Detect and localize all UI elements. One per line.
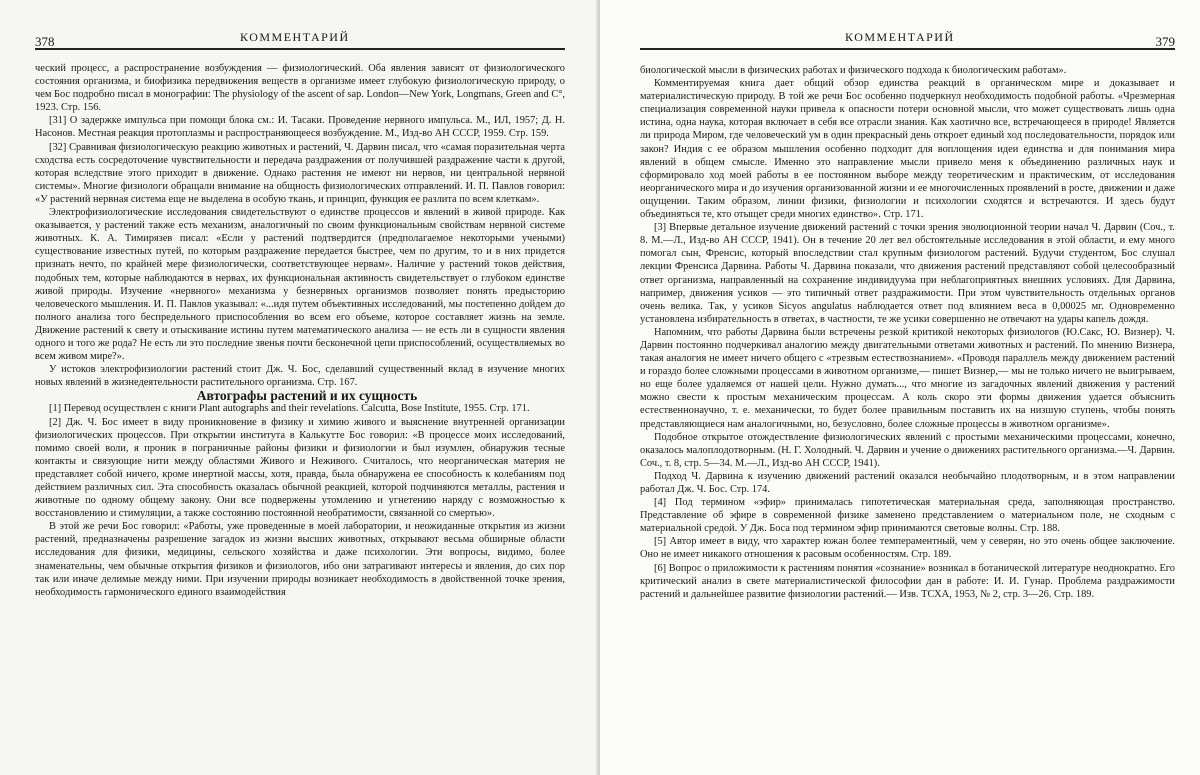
paragraph: В этой же речи Бос говорил: «Работы, уже проведенные в моей лаборатории, и неожиданные открытия из жизни растений, предназначены разрешение загадок из жизни высших животных, открывают весьма обширные области исследования для физики, медицины, сельского хозяйства и даже психологии. Эти вопросы, видимо, более знаменательны, чем обычные открытия физиков и физиологов, ибо они затрагивают интересы и явления, до сих пор так или иначе делимые между ними. При изучении природы возникает необходимость в двойственной точке зрения, необходимость гармонического единого взаимодействия bbox=[35, 521, 565, 598]
page-number: 379 bbox=[1155, 34, 1175, 49]
left-page-header bbox=[35, 30, 565, 50]
paragraph: У истоков электрофизиологии растений стоит Дж. Ч. Бос, сделавший существенный вклад в изучение многих новых явлений в жизнедеятельности растительного организма. Стр. 167. bbox=[35, 364, 565, 389]
page-number: 378 bbox=[35, 34, 55, 49]
header-rule bbox=[640, 48, 1175, 50]
running-head: КОММЕНТАРИЙ bbox=[845, 30, 955, 44]
paragraph: [5] Автор имеет в виду, что характер южан более темпераментный, чем у северян, но это очень общее заключение. Оно не имеет никакого отношения к расовым особенностям. Стр. 189. bbox=[640, 536, 1175, 561]
paragraph: [3] Впервые детальное изучение движений растений с точки зрения эволюционной теории начал Ч. Дарвин (Соч., т. 8. М.—Л., Изд-во АН СССР, 1941). Он в течение 20 лет вел обстоятельные исследования в этой области, и ему много помогал сын, Френсис, который впоследствии стал крупным физиологом растений. Будучи студентом, Бос слушал лекции Френсиса Дарвина. Работы Ч. Дарвина показали, что движения растений представляют собой целесообразный ответ организма, направленный на сохранение индивидуума при неблагоприятных внешних условиях. Для Дарвина, например, движения усиков — это типичный ответ раздражимости. При этом чувствительность отдельных органов очень велика. Так, у усиков Sicyos angulatus наблюдается ответ под влиянием веса в 0,00025 мг. Одновременно установлена избирательность в ответах, в частности, те же усики совершенно не отвечают на удары капель дождя. bbox=[640, 222, 1175, 325]
section-title: Автографы растений и их сущность bbox=[196, 388, 418, 404]
paragraph: Комментируемая книга дает общий обзор единства реакций в органическом мире и доказывает и материалистическую природу. В той же речи Бос особенно подчеркнул необходимость подобной работы. «Чрезмерная специализация современной науки привела к опасности потери основной мысли, что может существовать лишь одна истина, одна наука, которая включает в себя все отрасли знания. Как хаотично все, встречающееся в природе! Является ли природа Миром, где человеческий ум в один прекрасный день откроет единый ход последовательности, порядок или закон? Индия с ее образом мышления особенно подходит для воплощения идеи единства и для понимания мира явлений в общем смысле. Именно это направление мысли привело меня к объединению различных наук и сформировало ход моей работы в ее постоянном выборе между теоретическим и практическим, от исследования неорганического мира и до изучения организованной жизни и ее многочисленных проявлений в росте, движении и даже ощущении. Таким образом, линии физики, физиологии и психологии сходятся и встречаются. И здесь будут объединяться те, кто отыщет среди многих единство». Стр. 171. bbox=[640, 78, 1175, 221]
right-page-body bbox=[640, 64, 1175, 601]
paragraph: биологической мысли в физических работах и физического подхода к биологическим работам». bbox=[640, 65, 1067, 76]
paragraph: [6] Вопрос о приложимости к растениям понятия «сознание» возникал в ботанической литературе неоднократно. Его критический анализ в свете материалистической философии дан в работе: И. И. Гунар. Проблема раздражимости растений и дальнейшее развитие физиологии растений.— Изв. ТСХА, 1953, № 2, стр. 3—26. Стр. 189. bbox=[640, 562, 1175, 600]
paragraph: [1] Перевод осуществлен с книги Plant autographs and their revelations. Calcutta, Bose Institute, 1955. Стр. 171. bbox=[49, 403, 530, 415]
paragraph: Подход Ч. Дарвина к изучению движений растений оказался необычайно плодотворным, и в этом направлении работал Дж. Ч. Бос. Стр. 174. bbox=[640, 470, 1175, 495]
paragraph: [2] Дж. Ч. Бос имеет в виду проникновение в физику и химию живого и выяснение внутренней организации физиологических процессов. При открытии института в Калькутте Бос говорил: «В процессе моих исследований, помимо своей воли, я проник в пограничные районы физики и физиологии и был изумлен, обнаружив тесные контакты и связующие нити между областями Живого и Неживого. Считалось, что неорганическая материя не представляет собой ничего, кроме инертной массы, хотя, правда, была обнаружена ее способность к колебаниям под действием различных сил. Эта способность оказалась обычной реакцией, которой подчиняются металлы, растения и животные по одному общему закону. Они все подвержены утомлению и угнетению наряду с возможностью к восстановлению и стимуляции, а также состоянию постоянной необратимости, связанной со смертью». bbox=[35, 416, 565, 520]
paragraph: [32] Сравнивая физиологическую реакцию животных и растений, Ч. Дарвин писал, что «самая поразительная черта сходства есть сосредоточение чувствительности и передача раздражения от получившей раздражение части к другой, которая вследствие этого приходит в движение. Однако растения не имеют ни нервов, ни центральной нервной системы». Многие физиологи обращали внимание на общность физиологических отправлений. И. П. Павлов говорил: «У растений нервная система еще не выделена в особую ткань, и принцип, функция ее разлита по всем клеткам». bbox=[35, 141, 565, 205]
paragraph: ческий процесс, а распространение возбуждения — физиологический. Оба явления зависят от физиологического состояния организма, и биофизика передвижения веществ в организме имеет глубокую физиологическую природу, о чем Бос подробно писал в монографии: The physiology of the ascent of sap. London—New York, Longmans, Green and C°, 1923. Стр. 156. bbox=[35, 63, 565, 114]
paragraph: Напомним, что работы Дарвина были встречены резкой критикой некоторых физиологов (Ю.Сакс, Ю. Визнер). Ч. Дарвин постоянно подчеркивал аналогию между двигательными ответами животных и растений. По мнению Визнера, такая аналогия не имеет ничего общего с «трезвым естествознанием». «Проводя параллель между движением растений и гораздо более сложными процессами в животном организме,— пишет Визнер,— мы не только ничего не выигрываем, но еще более удаляемся от нашей цели. Нужно думать..., что многие из загадочных явлений движения у растений можно свести к простым механическим процессам. А коль скоро эти формы движения удается объяснить естественнонаучно, т. е. механически, то будет более правильным поставить их на низшую ступень, чтобы понять представляющиеся нам аналогичными, но, безусловно, более сложные процессы в животном организме». bbox=[640, 326, 1175, 430]
left-page-body bbox=[35, 62, 565, 599]
paragraph: Электрофизиологические исследования свидетельствуют о единстве процессов и явлений в живой природе. Как оказывается, у растений также есть механизм, аналогичный по своим функциональным свойствам нервной системе животных. К. А. Тимирязев писал: «Если у растений подтвердится (предполагаемое некоторыми учеными) существование известных путей, по которым раздражение передается быстрее, чем по другим, то и в них придется признать нечто, по крайней мере физиологически, соответствующее нервам». Наличие у растений токов действия, подобных тем, которые наблюдаются в нервах, их функциональная активность свидетельствует о глубоком единстве живой природы. Изучение «нервного» механизма у безнервных организмов позволяет понять предысторию человеческого мышления. И. П. Павлов указывал: «...идя путем объективных исследований, мы постепенно дойдем до полного анализа того беспредельного приспособления во всем его объеме, которое составляет жизнь на земле. Движение растений к свету и отыскивание истины путем математического анализа — не есть ли в сущности явления одного и того же рода? Не есть ли это последние звенья почти бесконечной цепи приспособлений, осуществляемых во всем живом мире?». bbox=[35, 207, 565, 363]
paragraph: [31] О задержке импульса при помощи блока см.: И. Тасаки. Проведение нервного импульса. М., ИЛ, 1957; Д. Н. Насонов. Местная реакция протоплазмы и распространяющееся возбуждение. М., Изд-во АН СССР, 1959. Стр. 159. bbox=[35, 115, 565, 140]
running-head: КОММЕНТАРИЙ bbox=[240, 30, 350, 44]
header-rule bbox=[35, 48, 565, 50]
right-page bbox=[600, 0, 1200, 775]
right-page-header bbox=[640, 30, 1175, 50]
paragraph: Подобное открытое отождествление физиологических явлений с простыми механическими процессами, конечно, оказалось малоплодотворным. (Н. Г. Холодный. Ч. Дарвин и учение о движениях растительного организма.—Ч. Дарвин. Соч., т. 8, стр. 5—34. М.—Л., Изд-во АН СССР, 1941). bbox=[640, 431, 1175, 469]
paragraph: [4] Под термином «эфир» принималась гипотетическая материальная среда, заполняющая пространство. Представление об эфире в современной физике заменено представлением о материальном поле, не сходным с материальной средой. У Дж. Боса под термином эфир принимаются световые волны. Стр. 188. bbox=[640, 497, 1175, 535]
